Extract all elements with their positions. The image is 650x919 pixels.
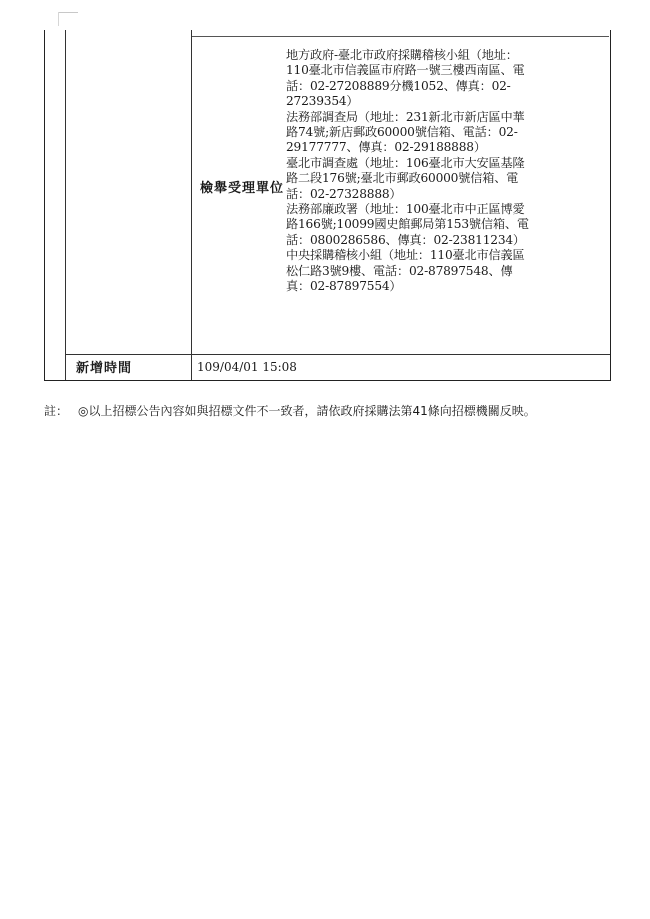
- agency-label: 檢舉受理單位: [200, 181, 285, 196]
- footnote-prefix: 註：: [44, 404, 69, 418]
- footnote-text: ◎以上招標公告內容如與招標文件不一致者，請依政府採購法第41條向招標機關反映。: [78, 404, 536, 418]
- table-row-divider: [65, 354, 610, 355]
- added-time-label: 新增時間: [76, 361, 133, 376]
- agency-entry: 法務部廉政署（地址：100臺北市中正區博愛路166號;10099國史館郵局第153號信箱、電話：0800286586、傳真：02-23811234）: [286, 202, 529, 247]
- table-row-top-line: [192, 36, 609, 37]
- scan-corner-mark: [58, 12, 78, 13]
- table-label-divider: [191, 30, 192, 380]
- agency-entry: 臺北市調查處（地址：106臺北市大安區基隆路二段176號;臺北市郵政60000號信箱、電話：02-27328888）: [286, 155, 525, 201]
- agency-entry: 中央採購稽核小組（地址：110臺北市信義區松仁路3號9樓、電話：02-87897548、傳真：02-87897554）: [286, 248, 525, 294]
- agency-entry: 地方政府-臺北市政府採購稽核小組（地址：110臺北市信義區市府路一號三樓西南區、電話：02-27208889分機1052、傳真：02-27239354）: [286, 48, 525, 109]
- agency-entry: 法務部調查局（地址：231新北市新店區中華路74號;新店郵政60000號信箱、電話：02-29177777、傳真：02-29188888）: [286, 109, 525, 155]
- footnote: [44, 402, 536, 419]
- agency-content: [286, 48, 531, 295]
- table-inner-left-line: [65, 30, 66, 380]
- scan-corner-mark-vertical: [58, 12, 59, 26]
- added-time-value: 109/04/01 15:08: [197, 360, 297, 374]
